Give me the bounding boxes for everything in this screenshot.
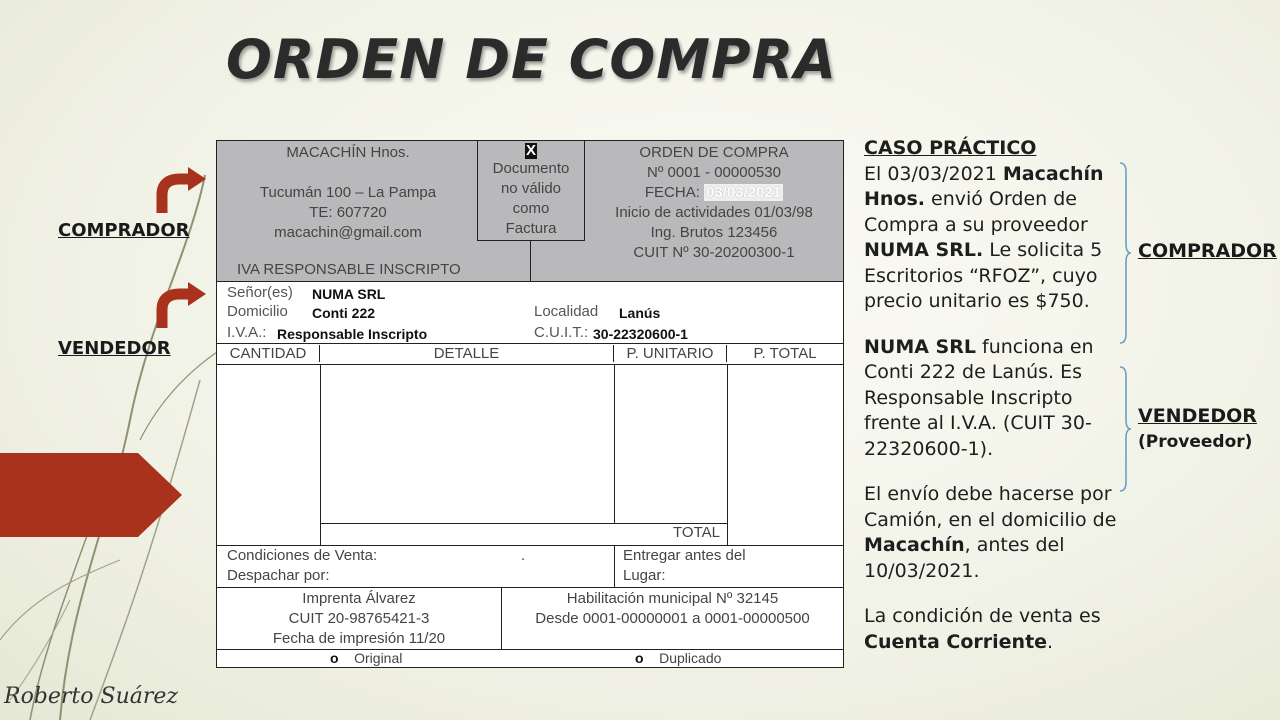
p4-text: La condición de venta es <box>864 605 1101 627</box>
senores-value: NUMA SRL <box>312 286 386 302</box>
p1-bold-supplier: NUMA SRL. <box>864 239 984 261</box>
despachar-por: Despachar por: <box>227 567 330 584</box>
fecha-label: FECHA: <box>644 184 700 201</box>
col-cantidad: CANTIDAD <box>217 345 320 362</box>
slide-title: ORDEN DE COMPRA <box>226 28 837 91</box>
copies-row <box>217 649 843 668</box>
localidad-value: Lanús <box>619 305 661 321</box>
proveedor-right-label: (Proveedor) <box>1138 432 1253 452</box>
delivery-block <box>614 546 843 588</box>
brace-icon <box>1118 162 1132 344</box>
doc-letter: X <box>525 142 536 159</box>
doc-info-block <box>585 143 843 263</box>
original-label: Original <box>354 650 403 666</box>
domicilio-label: Domicilio <box>227 303 288 320</box>
printer-fecha: Fecha de impresión 11/20 <box>272 630 446 647</box>
company-email: macachin@gmail.com <box>274 224 422 241</box>
author-watermark: Roberto Suárez <box>4 684 178 709</box>
vendedor-right-label: VENDEDOR <box>1138 405 1257 427</box>
ingresos-brutos: Ing. Brutos 123456 <box>650 224 778 241</box>
localidad-label: Localidad <box>534 303 599 320</box>
p4-bold-condition: Cuenta Corriente <box>864 630 1048 653</box>
items-header-row <box>217 343 843 365</box>
brace-icon <box>1118 366 1132 492</box>
cantidad-column <box>217 365 321 545</box>
condiciones-venta: Condiciones de Venta: <box>227 547 378 564</box>
doc-number: Nº 0001 - 00000530 <box>647 164 781 181</box>
col-detalle: DETALLE <box>320 345 614 362</box>
comprador-right-label: COMPRADOR <box>1138 240 1277 262</box>
doc-type-line4: Factura <box>505 220 557 237</box>
company-cuit: CUIT Nº 30-20200300-1 <box>633 244 795 261</box>
printer-cuit: CUIT 20-98765421-3 <box>288 610 430 627</box>
entregar-antes: Entregar antes del <box>623 547 746 564</box>
company-phone: TE: 607720 <box>309 204 387 221</box>
red-arrow-shape <box>0 453 182 537</box>
client-section <box>217 281 843 343</box>
senores-label: Señor(es) <box>227 284 293 301</box>
p1-text: Le solicita 5 Escritorios “RFOZ”, cuyo precio unitario es $750. <box>864 239 1103 312</box>
lugar: Lugar: <box>623 567 666 584</box>
original-row <box>330 650 402 666</box>
original-radio-icon: o <box>330 650 339 666</box>
printer-block <box>217 589 501 649</box>
cuit-value: 30-22320600-1 <box>593 326 688 342</box>
total-label: TOTAL <box>614 523 728 545</box>
conditions-section <box>217 545 843 587</box>
caso-practico-panel <box>864 136 1124 675</box>
iva-label: I.V.A.: <box>227 324 267 341</box>
company-name: MACACHÍN Hnos. <box>286 144 410 161</box>
p1-text: envió Orden de Compra a su proveedor <box>864 188 1088 236</box>
iva-value: Responsable Inscripto <box>277 326 428 342</box>
p4-text: . <box>1047 630 1054 653</box>
printer-section <box>217 587 843 649</box>
p2-text: funciona en Conti 222 de Lanús. Es Responsable Inscripto frente al I.V.A. (CUIT 30-22320600-1). <box>864 335 1094 460</box>
printer-name: Imprenta Álvarez <box>302 590 416 607</box>
cuit-label: C.U.I.T.: <box>534 324 589 341</box>
duplicado-radio-icon: o <box>635 650 644 666</box>
caso-practico-heading: CASO PRÁCTICO <box>864 137 1037 159</box>
p-unitario-column <box>614 365 728 545</box>
curved-arrow-icon <box>150 280 208 330</box>
habilitacion-block <box>501 588 843 650</box>
p1-bold-buyer: Macachín Hnos. <box>864 162 1104 210</box>
doc-type-line3: como <box>512 200 550 217</box>
col-p-total: P. TOTAL <box>753 345 817 362</box>
inicio-actividades: Inicio de actividades 01/03/98 <box>615 204 813 221</box>
p3-bold-buyer: Macachín <box>864 534 965 556</box>
p1-text: El 03/03/2021 <box>864 162 1003 185</box>
decorative-stems <box>0 0 240 720</box>
divider <box>530 241 531 281</box>
habilitacion: Habilitación municipal Nº 32145 <box>566 590 779 607</box>
doc-info-title: ORDEN DE COMPRA <box>639 144 789 161</box>
col-p-unitario: P. UNITARIO <box>614 345 727 362</box>
domicilio-value: Conti 222 <box>312 305 376 321</box>
p3-text: , antes del 10/03/2021. <box>864 534 1065 582</box>
doc-type-box <box>477 141 585 241</box>
condition-dot: . <box>521 547 526 564</box>
desde-hasta: Desde 0001-00000001 a 0001-00000500 <box>535 610 810 627</box>
company-iva: IVA RESPONSABLE INSCRIPTO <box>237 261 461 278</box>
p3-text: El envío debe hacerse por Camión, en el domicilio de <box>864 483 1117 531</box>
purchase-order-form <box>216 140 844 668</box>
fecha-value: 03/03/2021 <box>706 184 782 201</box>
duplicado-label: Duplicado <box>659 650 722 666</box>
doc-type-line1: Documento <box>492 160 570 177</box>
duplicado-row <box>635 650 721 666</box>
detalle-column <box>320 365 615 523</box>
vendedor-label: VENDEDOR <box>58 338 171 359</box>
company-address: Tucumán 100 – La Pampa <box>259 184 437 201</box>
company-block <box>217 143 479 243</box>
divider <box>320 523 615 524</box>
doc-type-line2: no válido <box>500 180 562 197</box>
comprador-label: COMPRADOR <box>58 220 190 241</box>
curved-arrow-icon <box>150 165 208 215</box>
p2-bold-supplier: NUMA SRL <box>864 335 976 358</box>
